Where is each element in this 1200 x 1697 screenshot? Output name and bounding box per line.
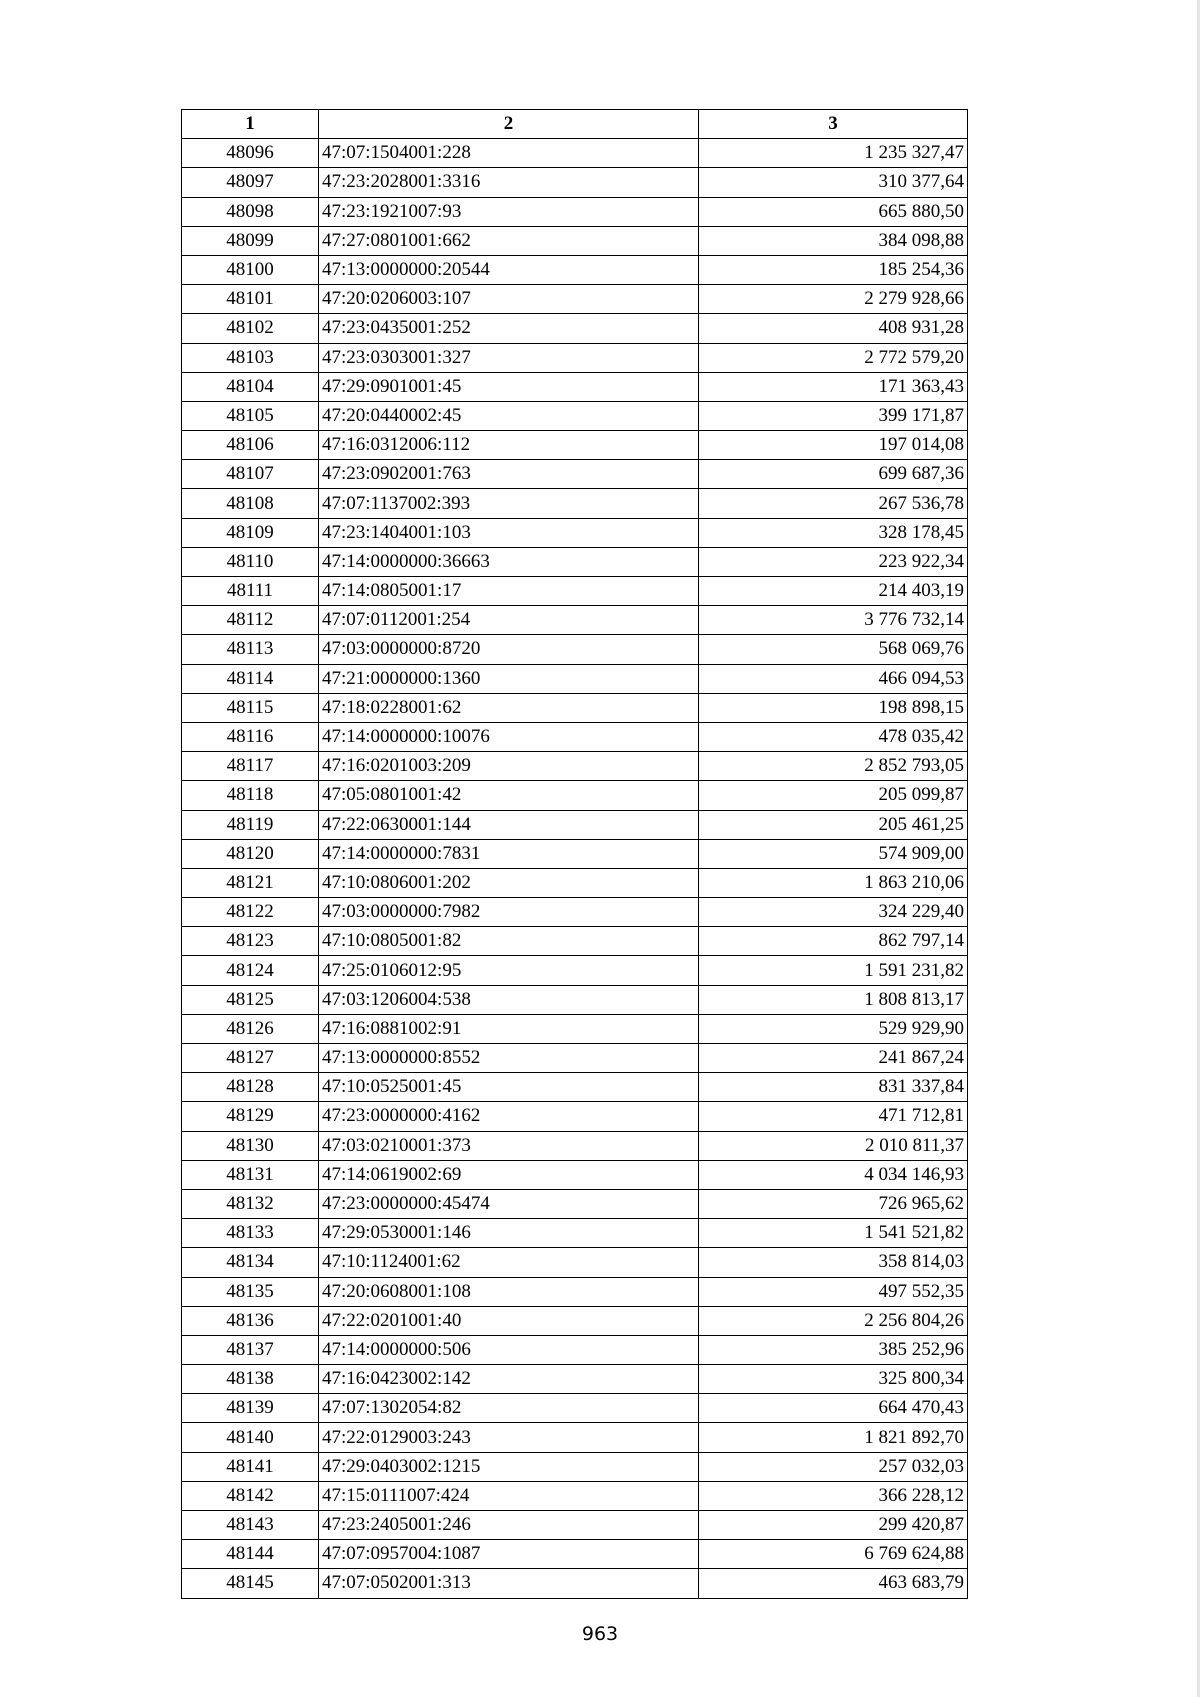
cadastral-number-cell: 47:13:0000000:20544: [319, 255, 699, 284]
table-row: [182, 693, 968, 722]
table-row: [182, 606, 968, 635]
value-cell: 399 171,87: [699, 401, 968, 430]
cadastral-number-cell: 47:29:0403002:1215: [319, 1452, 699, 1481]
value-cell: 463 683,79: [699, 1569, 968, 1598]
cadastral-number-cell: 47:21:0000000:1360: [319, 664, 699, 693]
row-number-cell: 48106: [182, 431, 319, 460]
cadastral-number-cell: 47:22:0129003:243: [319, 1423, 699, 1452]
table-row: [182, 1423, 968, 1452]
table-row: [182, 401, 968, 430]
value-cell: 299 420,87: [699, 1511, 968, 1540]
cadastral-number-cell: 47:25:0106012:95: [319, 956, 699, 985]
value-cell: 664 470,43: [699, 1394, 968, 1423]
table-row: [182, 1219, 968, 1248]
table-row: [182, 372, 968, 401]
table-row: [182, 1277, 968, 1306]
table-body: [182, 139, 968, 1598]
row-number-cell: 48103: [182, 343, 319, 372]
value-cell: 466 094,53: [699, 664, 968, 693]
table-row: [182, 285, 968, 314]
row-number-cell: 48104: [182, 372, 319, 401]
value-cell: 197 014,08: [699, 431, 968, 460]
table-row: [182, 314, 968, 343]
table-row: [182, 664, 968, 693]
value-cell: 568 069,76: [699, 635, 968, 664]
table-row: [182, 518, 968, 547]
row-number-cell: 48141: [182, 1452, 319, 1481]
cadastral-number-cell: 47:07:0957004:1087: [319, 1540, 699, 1569]
value-cell: 257 032,03: [699, 1452, 968, 1481]
value-cell: 3 776 732,14: [699, 606, 968, 635]
cadastral-number-cell: 47:05:0801001:42: [319, 781, 699, 810]
column-header-2: 2: [319, 110, 699, 139]
cadastral-number-cell: 47:23:0902001:763: [319, 460, 699, 489]
row-number-cell: 48119: [182, 810, 319, 839]
table-row: [182, 1394, 968, 1423]
value-cell: 478 035,42: [699, 722, 968, 751]
row-number-cell: 48116: [182, 722, 319, 751]
value-cell: 529 929,90: [699, 1014, 968, 1043]
table-row: [182, 956, 968, 985]
table-row: [182, 343, 968, 372]
value-cell: 267 536,78: [699, 489, 968, 518]
value-cell: 205 461,25: [699, 810, 968, 839]
cadastral-number-cell: 47:07:1302054:82: [319, 1394, 699, 1423]
cadastral-number-cell: 47:23:2405001:246: [319, 1511, 699, 1540]
cadastral-number-cell: 47:10:0806001:202: [319, 868, 699, 897]
cadastral-number-cell: 47:23:0435001:252: [319, 314, 699, 343]
cadastral-number-cell: 47:23:1404001:103: [319, 518, 699, 547]
value-cell: 2 279 928,66: [699, 285, 968, 314]
table-row: [182, 1160, 968, 1189]
row-number-cell: 48145: [182, 1569, 319, 1598]
table-row: [182, 1248, 968, 1277]
value-cell: 385 252,96: [699, 1335, 968, 1364]
table-row: [182, 139, 968, 168]
table-row: [182, 1540, 968, 1569]
table-header: [182, 110, 968, 139]
value-cell: 1 821 892,70: [699, 1423, 968, 1452]
value-cell: 408 931,28: [699, 314, 968, 343]
table-row: [182, 1335, 968, 1364]
table-row: [182, 1131, 968, 1160]
row-number-cell: 48134: [182, 1248, 319, 1277]
row-number-cell: 48127: [182, 1044, 319, 1073]
column-header-1: 1: [182, 110, 319, 139]
value-cell: 699 687,36: [699, 460, 968, 489]
row-number-cell: 48117: [182, 752, 319, 781]
cadastral-number-cell: 47:14:0000000:10076: [319, 722, 699, 751]
table-row: [182, 985, 968, 1014]
value-cell: 324 229,40: [699, 898, 968, 927]
value-cell: 214 403,19: [699, 577, 968, 606]
row-number-cell: 48112: [182, 606, 319, 635]
cadastral-number-cell: 47:10:1124001:62: [319, 1248, 699, 1277]
value-cell: 2 772 579,20: [699, 343, 968, 372]
value-cell: 6 769 624,88: [699, 1540, 968, 1569]
table-row: [182, 226, 968, 255]
cadastral-number-cell: 47:29:0530001:146: [319, 1219, 699, 1248]
row-number-cell: 48115: [182, 693, 319, 722]
row-number-cell: 48131: [182, 1160, 319, 1189]
value-cell: 171 363,43: [699, 372, 968, 401]
table-row: [182, 868, 968, 897]
page-number: 963: [581, 1623, 619, 1645]
row-number-cell: 48135: [182, 1277, 319, 1306]
value-cell: 185 254,36: [699, 255, 968, 284]
table-row: [182, 577, 968, 606]
table-row: [182, 1569, 968, 1598]
row-number-cell: 48109: [182, 518, 319, 547]
row-number-cell: 48137: [182, 1335, 319, 1364]
cadastral-number-cell: 47:03:0000000:7982: [319, 898, 699, 927]
cadastral-number-cell: 47:07:0112001:254: [319, 606, 699, 635]
row-number-cell: 48133: [182, 1219, 319, 1248]
table-row: [182, 489, 968, 518]
row-number-cell: 48108: [182, 489, 319, 518]
table-row: [182, 1452, 968, 1481]
value-cell: 198 898,15: [699, 693, 968, 722]
value-cell: 2 010 811,37: [699, 1131, 968, 1160]
value-cell: 1 863 210,06: [699, 868, 968, 897]
table-row: [182, 898, 968, 927]
row-number-cell: 48140: [182, 1423, 319, 1452]
row-number-cell: 48142: [182, 1481, 319, 1510]
value-cell: 1 235 327,47: [699, 139, 968, 168]
value-cell: 1 591 231,82: [699, 956, 968, 985]
table-row: [182, 635, 968, 664]
cadastral-value-table: [181, 109, 968, 1599]
row-number-cell: 48102: [182, 314, 319, 343]
row-number-cell: 48111: [182, 577, 319, 606]
table-row: [182, 460, 968, 489]
cadastral-number-cell: 47:03:1206004:538: [319, 985, 699, 1014]
cadastral-number-cell: 47:07:0502001:313: [319, 1569, 699, 1598]
cadastral-number-cell: 47:23:0303001:327: [319, 343, 699, 372]
table-row: [182, 547, 968, 576]
cadastral-number-cell: 47:14:0000000:506: [319, 1335, 699, 1364]
cadastral-number-cell: 47:15:0111007:424: [319, 1481, 699, 1510]
table-row: [182, 810, 968, 839]
cadastral-number-cell: 47:23:0000000:4162: [319, 1102, 699, 1131]
table-row: [182, 168, 968, 197]
cadastral-number-cell: 47:07:1137002:393: [319, 489, 699, 518]
cadastral-number-cell: 47:16:0312006:112: [319, 431, 699, 460]
value-cell: 328 178,45: [699, 518, 968, 547]
value-cell: 2 256 804,26: [699, 1306, 968, 1335]
cadastral-number-cell: 47:16:0201003:209: [319, 752, 699, 781]
row-number-cell: 48114: [182, 664, 319, 693]
row-number-cell: 48120: [182, 839, 319, 868]
value-cell: 497 552,35: [699, 1277, 968, 1306]
row-number-cell: 48099: [182, 226, 319, 255]
table-row: [182, 431, 968, 460]
value-cell: 2 852 793,05: [699, 752, 968, 781]
table-row: [182, 197, 968, 226]
row-number-cell: 48129: [182, 1102, 319, 1131]
row-number-cell: 48139: [182, 1394, 319, 1423]
cadastral-number-cell: 47:10:0525001:45: [319, 1073, 699, 1102]
row-number-cell: 48126: [182, 1014, 319, 1043]
row-number-cell: 48124: [182, 956, 319, 985]
cadastral-number-cell: 47:16:0423002:142: [319, 1365, 699, 1394]
row-number-cell: 48110: [182, 547, 319, 576]
cadastral-number-cell: 47:13:0000000:8552: [319, 1044, 699, 1073]
row-number-cell: 48107: [182, 460, 319, 489]
cadastral-number-cell: 47:27:0801001:662: [319, 226, 699, 255]
table-row: [182, 1365, 968, 1394]
table-row: [182, 781, 968, 810]
row-number-cell: 48097: [182, 168, 319, 197]
table-row: [182, 1511, 968, 1540]
row-number-cell: 48122: [182, 898, 319, 927]
table-row: [182, 1102, 968, 1131]
cadastral-number-cell: 47:20:0608001:108: [319, 1277, 699, 1306]
table-row: [182, 752, 968, 781]
table-row: [182, 1306, 968, 1335]
table-row: [182, 1014, 968, 1043]
row-number-cell: 48128: [182, 1073, 319, 1102]
row-number-cell: 48100: [182, 255, 319, 284]
cadastral-number-cell: 47:20:0206003:107: [319, 285, 699, 314]
value-cell: 205 099,87: [699, 781, 968, 810]
row-number-cell: 48098: [182, 197, 319, 226]
value-cell: 726 965,62: [699, 1189, 968, 1218]
row-number-cell: 48118: [182, 781, 319, 810]
row-number-cell: 48123: [182, 927, 319, 956]
row-number-cell: 48136: [182, 1306, 319, 1335]
cadastral-number-cell: 47:16:0881002:91: [319, 1014, 699, 1043]
cadastral-number-cell: 47:14:0619002:69: [319, 1160, 699, 1189]
column-header-3: 3: [699, 110, 968, 139]
table-row: [182, 1189, 968, 1218]
cadastral-number-cell: 47:23:1921007:93: [319, 197, 699, 226]
row-number-cell: 48143: [182, 1511, 319, 1540]
value-cell: 831 337,84: [699, 1073, 968, 1102]
table-row: [182, 1481, 968, 1510]
value-cell: 1 541 521,82: [699, 1219, 968, 1248]
row-number-cell: 48105: [182, 401, 319, 430]
cadastral-number-cell: 47:03:0000000:8720: [319, 635, 699, 664]
table-row: [182, 1073, 968, 1102]
table-row: [182, 255, 968, 284]
value-cell: 241 867,24: [699, 1044, 968, 1073]
table-row: [182, 722, 968, 751]
table-row: [182, 927, 968, 956]
value-cell: 574 909,00: [699, 839, 968, 868]
value-cell: 665 880,50: [699, 197, 968, 226]
table-row: [182, 839, 968, 868]
value-cell: 384 098,88: [699, 226, 968, 255]
cadastral-number-cell: 47:07:1504001:228: [319, 139, 699, 168]
cadastral-number-cell: 47:18:0228001:62: [319, 693, 699, 722]
value-cell: 471 712,81: [699, 1102, 968, 1131]
row-number-cell: 48125: [182, 985, 319, 1014]
row-number-cell: 48121: [182, 868, 319, 897]
value-cell: 366 228,12: [699, 1481, 968, 1510]
row-number-cell: 48132: [182, 1189, 319, 1218]
row-number-cell: 48130: [182, 1131, 319, 1160]
table-row: [182, 1044, 968, 1073]
cadastral-number-cell: 47:23:0000000:45474: [319, 1189, 699, 1218]
cadastral-number-cell: 47:22:0630001:144: [319, 810, 699, 839]
row-number-cell: 48096: [182, 139, 319, 168]
cadastral-number-cell: 47:20:0440002:45: [319, 401, 699, 430]
row-number-cell: 48138: [182, 1365, 319, 1394]
value-cell: 1 808 813,17: [699, 985, 968, 1014]
cadastral-number-cell: 47:14:0000000:36663: [319, 547, 699, 576]
value-cell: 310 377,64: [699, 168, 968, 197]
value-cell: 223 922,34: [699, 547, 968, 576]
value-cell: 862 797,14: [699, 927, 968, 956]
value-cell: 358 814,03: [699, 1248, 968, 1277]
row-number-cell: 48101: [182, 285, 319, 314]
cadastral-number-cell: 47:22:0201001:40: [319, 1306, 699, 1335]
cadastral-number-cell: 47:10:0805001:82: [319, 927, 699, 956]
row-number-cell: 48113: [182, 635, 319, 664]
row-number-cell: 48144: [182, 1540, 319, 1569]
cadastral-number-cell: 47:14:0805001:17: [319, 577, 699, 606]
header-row: [182, 110, 968, 139]
cadastral-number-cell: 47:29:0901001:45: [319, 372, 699, 401]
cadastral-number-cell: 47:23:2028001:3316: [319, 168, 699, 197]
cadastral-number-cell: 47:03:0210001:373: [319, 1131, 699, 1160]
cadastral-number-cell: 47:14:0000000:7831: [319, 839, 699, 868]
value-cell: 4 034 146,93: [699, 1160, 968, 1189]
value-cell: 325 800,34: [699, 1365, 968, 1394]
